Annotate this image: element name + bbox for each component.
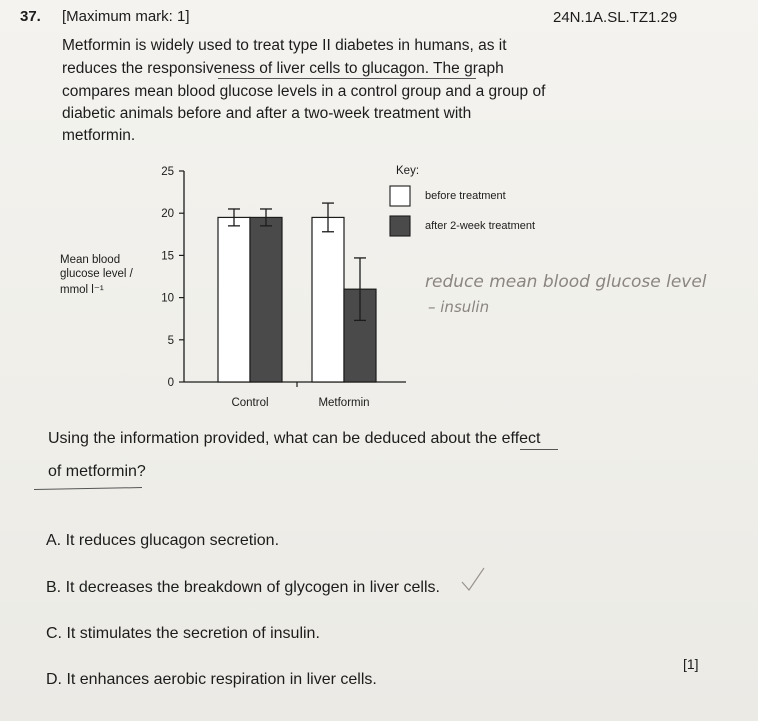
bar-control-before	[218, 217, 250, 382]
question-number: 37.	[20, 8, 41, 25]
y-axis-label-line-1: Mean blood	[60, 254, 121, 266]
prompt-line-2: of metformin?	[48, 463, 146, 480]
stem-line-2: reduces the responsiveness of liver cells to glucagon. The graph	[62, 60, 504, 77]
y-tick-label: 25	[161, 166, 174, 178]
option-a[interactable]: A. It reduces glucagon secretion.	[46, 532, 280, 549]
legend-swatch	[390, 216, 410, 236]
option-c[interactable]: C. It stimulates the secretion of insulin.	[46, 625, 320, 642]
stem-line-5: metformin.	[62, 127, 136, 144]
y-axis-label-line-3: mmol l⁻¹	[60, 284, 104, 296]
question-code: 24N.1A.SL.TZ1.29	[553, 9, 678, 26]
underline-glucagon	[218, 78, 476, 79]
legend-label: after 2-week treatment	[425, 220, 536, 232]
maximum-mark: [Maximum mark: 1]	[62, 8, 190, 25]
y-tick-label: 10	[161, 292, 174, 305]
stem-line-4: diabetic animals before and after a two-week treatment with	[62, 105, 472, 122]
legend-label: before treatment	[425, 190, 506, 202]
y-tick-label: 15	[161, 250, 174, 263]
underline-effect	[520, 449, 558, 450]
x-category-label: Metformin	[318, 397, 370, 409]
stem-line-1: Metformin is widely used to treat type II diabetes in humans, as it	[62, 37, 507, 54]
y-tick-label: 20	[161, 208, 174, 221]
prompt-line-1: Using the information provided, what can be deduced about the effect	[48, 430, 541, 447]
option-d[interactable]: D. It enhances aerobic respiration in liver cells.	[46, 671, 377, 688]
legend-swatch	[390, 186, 410, 206]
handwritten-note-1: reduce mean blood glucose level	[425, 272, 707, 292]
marks-label: [1]	[683, 656, 699, 672]
y-axis-label-line-2: glucose level /	[60, 268, 133, 280]
y-tick-label: 0	[167, 377, 174, 389]
handwritten-note-2: – insulin	[428, 298, 490, 316]
bar-metformin-before	[312, 217, 344, 382]
option-b[interactable]: B. It decreases the breakdown of glycogen in liver cells.	[46, 579, 440, 596]
legend-title: Key:	[396, 165, 420, 177]
underline-metformin	[34, 487, 142, 490]
x-category-label: Control	[231, 397, 269, 409]
stem-line-3: compares mean blood glucose levels in a control group and a group of	[62, 83, 546, 100]
bar-control-after	[250, 217, 282, 382]
pencil-tick-mark	[458, 566, 488, 596]
y-tick-label: 5	[167, 334, 174, 347]
